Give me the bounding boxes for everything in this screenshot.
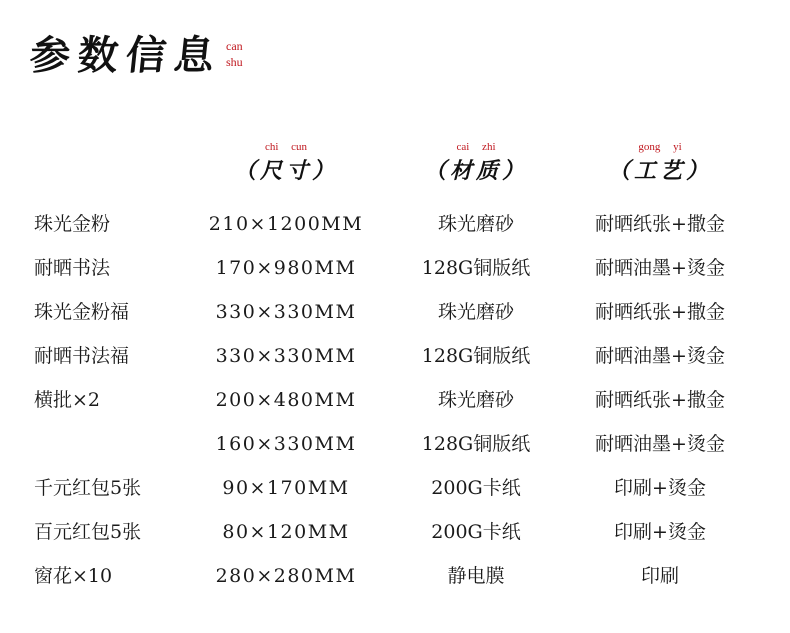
product-size: 210×1200MM (208, 213, 364, 235)
title-text: 参数信息 (27, 32, 225, 79)
product-material: 128G铜版纸 (421, 257, 531, 279)
table-row (0, 380, 790, 420)
table-row (0, 292, 790, 332)
product-process: 耐晒纸张+撒金 (595, 389, 725, 411)
table-row (0, 248, 790, 288)
product-process: 印刷+烫金 (614, 521, 706, 543)
product-size: 160×330MM (215, 433, 357, 455)
column-header-label: （尺寸） (233, 158, 338, 184)
product-size: 330×330MM (215, 301, 357, 323)
product-size: 280×280MM (215, 565, 357, 587)
product-name: 珠光金粉 (34, 213, 111, 235)
title-pinyin-line1: can (226, 39, 243, 53)
table-row (0, 512, 790, 552)
product-material: 128G铜版纸 (421, 345, 531, 367)
column-header-process (580, 140, 740, 188)
product-material: 珠光磨砂 (437, 301, 514, 323)
column-header-pinyin: cai zhi (456, 141, 496, 153)
product-name: 耐晒书法福 (34, 345, 130, 367)
product-name: 千元红包5张 (34, 477, 142, 499)
product-process: 耐晒纸张+撒金 (595, 213, 725, 235)
product-process: 耐晒油墨+烫金 (595, 433, 725, 455)
product-material: 珠光磨砂 (437, 389, 514, 411)
product-process: 耐晒油墨+烫金 (595, 257, 725, 279)
product-material: 200G卡纸 (431, 477, 521, 499)
column-header-pinyin: gong yi (638, 141, 682, 153)
column-header-label: （材质） (423, 158, 528, 184)
product-size: 80×120MM (222, 521, 350, 543)
table-row (0, 204, 790, 244)
product-name: 珠光金粉福 (34, 301, 130, 323)
product-size: 170×980MM (215, 257, 357, 279)
product-size: 330×330MM (215, 345, 357, 367)
product-process: 耐晒油墨+烫金 (595, 345, 725, 367)
product-name: 百元红包5张 (34, 521, 142, 543)
product-size: 90×170MM (222, 477, 350, 499)
product-size: 200×480MM (215, 389, 357, 411)
page-title (27, 30, 243, 82)
column-header-size (206, 140, 366, 188)
column-header-pinyin: chi cun (264, 141, 308, 153)
table-row (0, 468, 790, 508)
title-pinyin (226, 38, 243, 70)
column-header-material (396, 140, 556, 188)
product-process: 印刷+烫金 (614, 477, 706, 499)
product-material: 128G铜版纸 (421, 433, 531, 455)
title-pinyin-line2: shu (226, 55, 243, 69)
table-row (0, 556, 790, 596)
product-material: 200G卡纸 (431, 521, 521, 543)
product-material: 珠光磨砂 (437, 213, 514, 235)
product-name: 横批×2 (34, 389, 101, 411)
product-process: 耐晒纸张+撒金 (595, 301, 725, 323)
table-row (0, 424, 790, 464)
table-row (0, 336, 790, 376)
product-name: 耐晒书法 (34, 257, 111, 279)
column-header-label: （工艺） (607, 158, 712, 184)
product-name: 窗花×10 (34, 565, 113, 587)
product-process: 印刷 (640, 565, 679, 587)
product-material: 静电膜 (447, 565, 505, 587)
